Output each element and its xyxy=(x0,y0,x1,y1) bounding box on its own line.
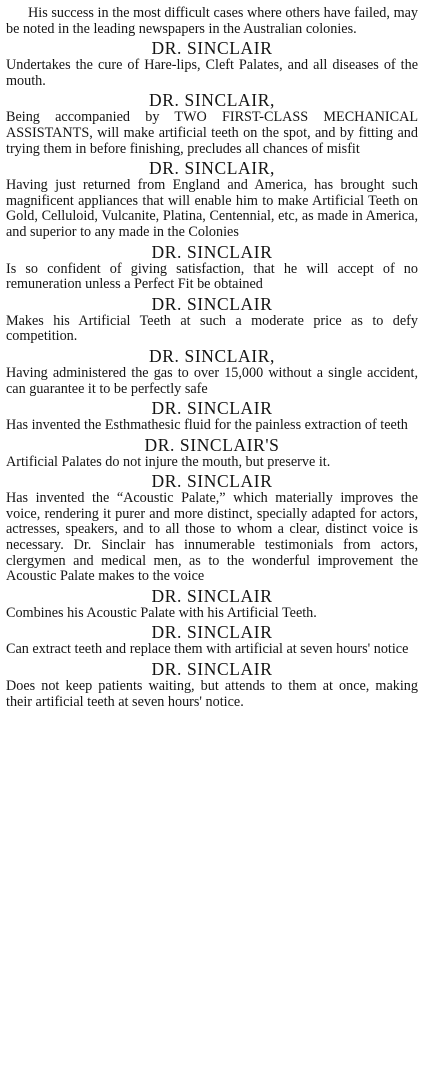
section-text: Does not keep patients waiting, but attends to them at once, making their artificial teeth at seven hours' notice. xyxy=(6,678,418,710)
section-price xyxy=(6,294,418,345)
section-heading: DR. SINCLAIR'S xyxy=(144,434,280,455)
section-text: Undertakes the cure of Hare-lips, Cleft Palates, and all diseases of the mouth. xyxy=(6,57,418,89)
section-combines xyxy=(6,586,418,622)
section-palates xyxy=(6,435,418,471)
section-heading: DR. SINCLAIR xyxy=(151,241,273,262)
section-acoustic-palate xyxy=(6,471,418,585)
section-appliances xyxy=(6,158,418,240)
section-heading: DR. SINCLAIR, xyxy=(149,90,275,111)
section-text: Has invented the Esthmathesic fluid for the painless extraction of teeth xyxy=(6,417,408,434)
section-heading: DR. SINCLAIR xyxy=(151,398,273,419)
section-heading: DR. SINCLAIR xyxy=(151,585,273,606)
section-text: Combines his Acoustic Palate with his Artificial Teeth. xyxy=(6,604,317,621)
intro-paragraph: His success in the most difficult cases where others have failed, may be noted in the leading newspapers in the Australian colonies. xyxy=(6,5,418,37)
section-heading: DR. SINCLAIR xyxy=(151,38,273,59)
section-text: Is so confident of giving satisfaction, that he will accept of no remuneration unless a Perfect Fit be obtained xyxy=(6,260,418,293)
section-fluid xyxy=(6,398,418,434)
section-text: Having just returned from England and America, has brought such magnificent appliances that will enable him to make Artificial Teeth on Gold, Celluloid, Vulcanite, Platina, Centennial, etc, as made in America, and superior to any made in the Colonies xyxy=(6,177,418,240)
section-heading: DR. SINCLAIR xyxy=(151,471,273,492)
section-heading: DR. SINCLAIR xyxy=(151,622,273,643)
section-heading: DR. SINCLAIR xyxy=(151,659,273,680)
section-text: Has invented the “Acoustic Palate,” which materially improves the voice, rendering it purer and more distinct, specially adapted for actors, actresses, speakers, and to all those to whom a clear, distinct voice is necessary. Dr. Sinclair has innumerable testimonials from actors, clergymen and medical men, as to the wonderful improvement the Acoustic Palate makes to the voice xyxy=(6,490,418,585)
section-assistants xyxy=(6,90,418,157)
section-heading: DR. SINCLAIR, xyxy=(149,158,275,179)
section-no-waiting xyxy=(6,659,418,710)
section-extract xyxy=(6,622,418,658)
section-heading: DR. SINCLAIR, xyxy=(149,345,275,366)
section-text: Artificial Palates do not injure the mouth, but preserve it. xyxy=(6,453,331,470)
section-heading: DR. SINCLAIR xyxy=(151,293,273,314)
section-text: Being accompanied by TWO FIRST-CLASS MECHANICAL ASSISTANTS, will make artificial teeth on the spot, and by fitting and trying them in before finishing, precludes all chances of misfit xyxy=(6,109,418,157)
section-cure xyxy=(6,38,418,89)
section-text: Can extract teeth and replace them with artificial at seven hours' notice xyxy=(6,641,409,658)
section-text: Makes his Artificial Teeth at such a moderate price as to defy competition. xyxy=(6,312,418,345)
section-gas xyxy=(6,346,418,397)
section-text: Having administered the gas to over 15,000 without a single accident, can guarantee it to be perfectly safe xyxy=(6,364,418,397)
section-satisfaction xyxy=(6,242,418,293)
